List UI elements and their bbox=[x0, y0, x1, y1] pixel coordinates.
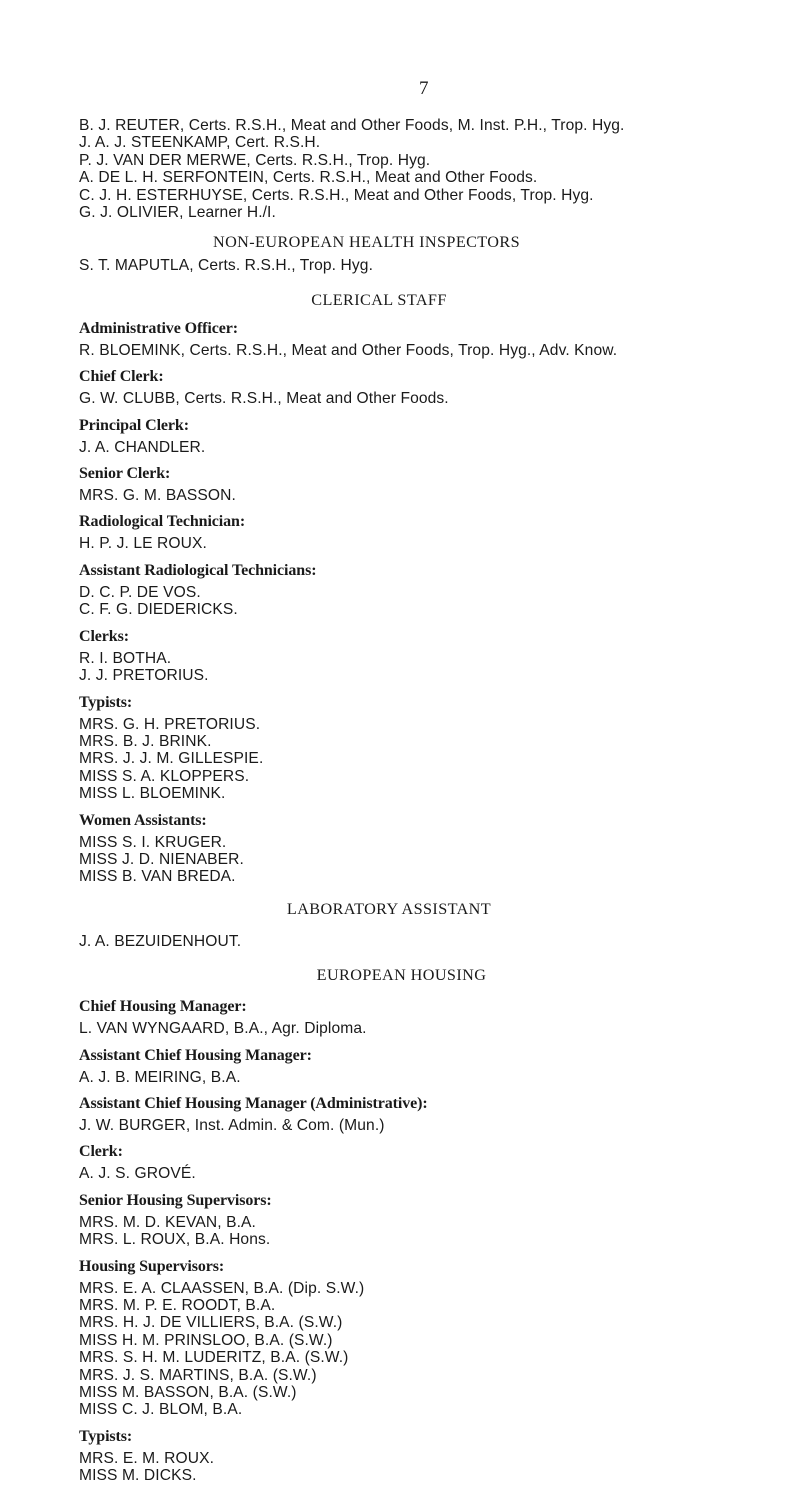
staff-line: A. J. B. MEIRING, B.A. bbox=[79, 1068, 241, 1086]
staff-line: MRS. G. M. BASSON. bbox=[79, 487, 236, 505]
staff-line: MISS H. M. PRINSLOO, B.A. (S.W.) bbox=[79, 1331, 333, 1349]
group-label: Assistant Chief Housing Manager (Administrative): bbox=[79, 1094, 428, 1112]
staff-line: MRS. E. A. CLAASSEN, B.A. (Dip. S.W.) bbox=[79, 1279, 365, 1297]
staff-line: S. T. MAPUTLA, Certs. R.S.H., Trop. Hyg. bbox=[79, 257, 373, 275]
staff-line: MISS L. BLOEMINK. bbox=[79, 785, 226, 803]
health-inspectors-list bbox=[79, 117, 779, 221]
non-european-heading: NON-EUROPEAN HEALTH INSPECTORS bbox=[213, 233, 520, 252]
section-group bbox=[79, 465, 779, 504]
group-label: Women Assistants: bbox=[79, 811, 207, 829]
clerical-heading: CLERICAL STAFF bbox=[311, 290, 447, 309]
staff-line: MRS. E. M. ROUX. bbox=[79, 1449, 215, 1467]
group-label: Senior Housing Supervisors: bbox=[79, 1191, 272, 1209]
section-group bbox=[79, 562, 779, 619]
group-label: Clerks: bbox=[79, 627, 129, 645]
section-group bbox=[79, 812, 779, 886]
group-label: Assistant Chief Housing Manager: bbox=[79, 1046, 312, 1064]
group-label: Administrative Officer: bbox=[79, 319, 238, 337]
section-group bbox=[79, 1258, 779, 1419]
section-group bbox=[79, 368, 779, 407]
staff-list bbox=[79, 117, 779, 1485]
staff-line: B. J. REUTER, Certs. R.S.H., Meat and Other Foods, M. Inst. P.H., Trop. Hyg. bbox=[79, 117, 625, 134]
staff-line: G. J. OLIVIER, Learner H./I. bbox=[79, 204, 276, 222]
staff-line: MRS. L. ROUX, B.A. Hons. bbox=[79, 1231, 271, 1249]
staff-line: MISS J. D. NIENABER. bbox=[79, 850, 244, 868]
staff-line: MRS. J. J. M. GILLESPIE. bbox=[79, 750, 264, 768]
section-group bbox=[79, 320, 779, 359]
staff-line: MRS. H. J. DE VILLIERS, B.A. (S.W.) bbox=[79, 1314, 343, 1332]
staff-line: J. A. BEZUIDENHOUT. bbox=[79, 932, 242, 950]
group-label: Typists: bbox=[79, 693, 133, 711]
group-label: Assistant Radiological Technicians: bbox=[79, 561, 317, 579]
section-group bbox=[79, 628, 779, 685]
staff-line: MRS. M. D. KEVAN, B.A. bbox=[79, 1213, 256, 1231]
staff-line: MRS. J. S. MARTINS, B.A. (S.W.) bbox=[79, 1366, 317, 1384]
staff-line: D. C. P. DE VOS. bbox=[79, 583, 201, 601]
section-group bbox=[79, 1192, 779, 1249]
group-label: Senior Clerk: bbox=[79, 465, 171, 483]
section-group bbox=[79, 417, 779, 456]
section-group bbox=[79, 1047, 779, 1086]
staff-line: J. J. PRETORIUS. bbox=[79, 667, 209, 685]
group-label: Clerk: bbox=[79, 1143, 123, 1161]
staff-line: P. J. VAN DER MERWE, Certs. R.S.H., Trop. Hyg. bbox=[79, 151, 431, 169]
staff-line: MISS C. J. BLOM, B.A. bbox=[79, 1401, 243, 1419]
staff-line: J. A. CHANDLER. bbox=[79, 438, 206, 456]
staff-line: A. J. S. GROVÉ. bbox=[79, 1165, 196, 1183]
staff-line: MRS. S. H. M. LUDERITZ, B.A. (S.W.) bbox=[79, 1349, 349, 1367]
staff-line: MISS S. I. KRUGER. bbox=[79, 833, 227, 851]
page-number: 7 bbox=[419, 78, 429, 99]
staff-line: C. J. H. ESTERHUYSE, Certs. R.S.H., Meat and Other Foods, Trop. Hyg. bbox=[79, 186, 594, 204]
section-group bbox=[79, 1143, 779, 1182]
staff-line: A. DE L. H. SERFONTEIN, Certs. R.S.H., Meat and Other Foods. bbox=[79, 169, 538, 187]
group-label: Housing Supervisors: bbox=[79, 1257, 225, 1275]
staff-line: R. BLOEMINK, Certs. R.S.H., Meat and Other Foods, Trop. Hyg., Adv. Know. bbox=[79, 341, 618, 359]
section-group bbox=[79, 1095, 779, 1134]
staff-line: MISS M. BASSON, B.A. (S.W.) bbox=[79, 1384, 297, 1402]
staff-line: J. A. J. STEENKAMP, Cert. R.S.H. bbox=[79, 134, 321, 152]
staff-line: G. W. CLUBB, Certs. R.S.H., Meat and Other Foods. bbox=[79, 390, 449, 408]
group-label: Typists: bbox=[79, 1427, 133, 1445]
group-label: Chief Clerk: bbox=[79, 368, 164, 386]
section-group bbox=[79, 694, 779, 803]
group-label: Principal Clerk: bbox=[79, 416, 189, 434]
group-label: Chief Housing Manager: bbox=[79, 998, 247, 1016]
staff-line: MRS. G. H. PRETORIUS. bbox=[79, 715, 261, 733]
staff-line: MISS M. DICKS. bbox=[79, 1467, 197, 1485]
group-label: Radiological Technician: bbox=[79, 513, 246, 531]
staff-line: H. P. J. LE ROUX. bbox=[79, 535, 207, 553]
laboratory-heading: LABORATORY ASSISTANT bbox=[286, 899, 492, 918]
staff-line: MISS B. VAN BREDA. bbox=[79, 868, 236, 886]
section-group bbox=[79, 1428, 779, 1485]
housing-heading: EUROPEAN HOUSING bbox=[316, 966, 487, 985]
staff-line: MRS. M. P. E. ROODT, B.A. bbox=[79, 1297, 276, 1314]
staff-line: R. I. BOTHA. bbox=[79, 649, 172, 667]
section-group bbox=[79, 513, 779, 552]
staff-line: C. F. G. DIEDERICKS. bbox=[79, 601, 238, 619]
staff-line: L. VAN WYNGAARD, B.A., Agr. Diploma. bbox=[79, 1020, 367, 1038]
staff-line: MISS S. A. KLOPPERS. bbox=[79, 767, 250, 785]
staff-line: MRS. B. J. BRINK. bbox=[79, 732, 212, 750]
section-group bbox=[79, 998, 779, 1037]
staff-line: J. W. BURGER, Inst. Admin. & Com. (Mun.) bbox=[79, 1116, 385, 1134]
